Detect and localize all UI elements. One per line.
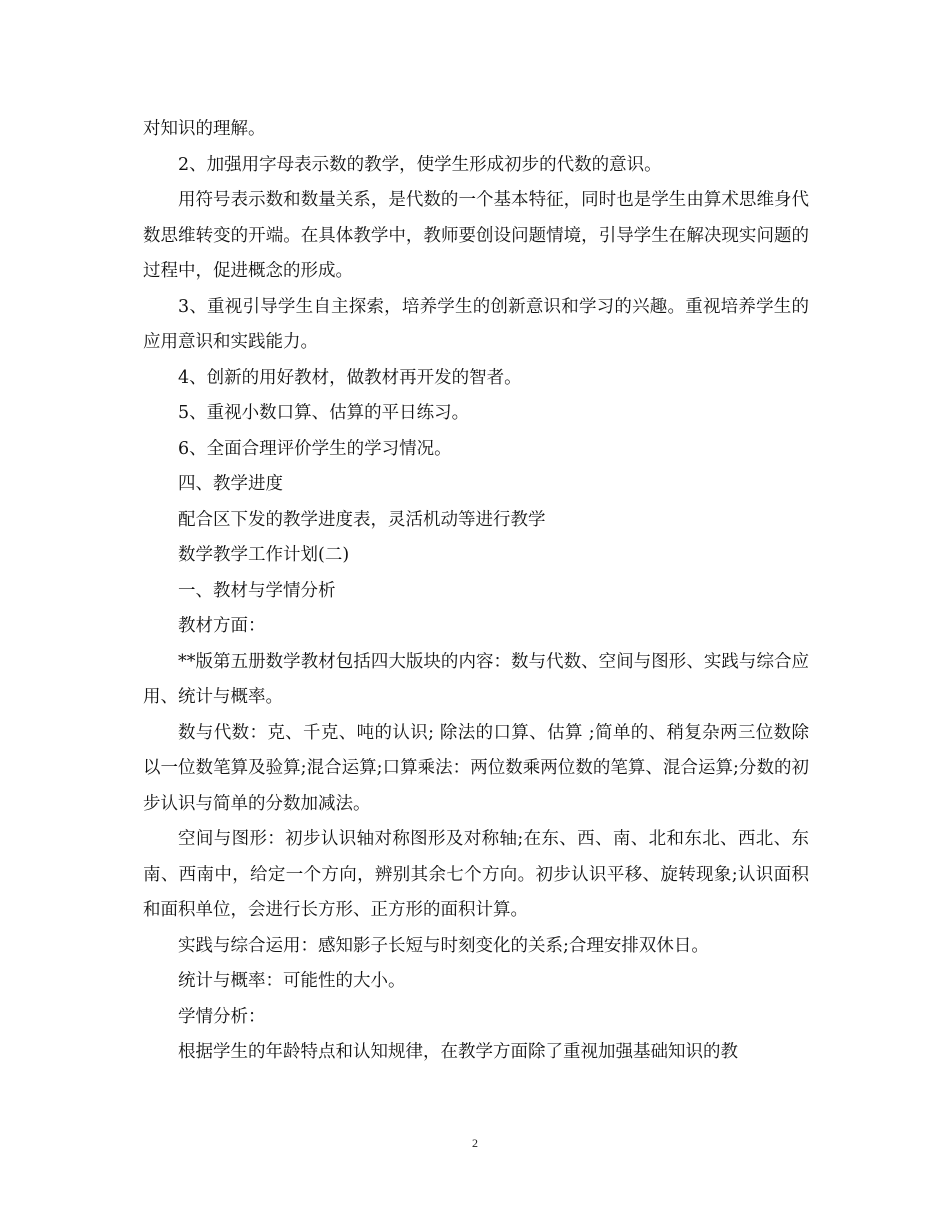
paragraph-item-3: 3、重视引导学生自主探索，培养学生的创新意识和学习的兴趣。重视培养学生的应用意识和实践能力。 — [143, 296, 809, 352]
paragraph-continuation: 对知识的理解。 — [143, 119, 266, 139]
paragraph-item-2: 2、加强用字母表示数的教学，使学生形成初步的代数的意识。 — [178, 154, 662, 175]
paragraph-item-6: 6、全面合理评价学生的学习情况。 — [178, 438, 452, 459]
paragraph-symbols: 用符号表示数和数量关系，是代数的一个基本特征，同时也是学生由算术思维身代数思维转变的开端。在具体教学中，教师要创设问题情境，引导学生在解决现实问题的过程中，促进概念的形成。 — [143, 190, 809, 281]
subheading-textbook: 教材方面： — [178, 616, 266, 636]
subheading-student-analysis: 学情分析： — [178, 1006, 266, 1027]
section-heading-progress: 四、教学进度 — [178, 474, 283, 494]
paragraph-practice: 实践与综合运用：感知影子长短与时刻变化的关系;合理安排双休日。 — [178, 935, 709, 956]
paragraph-progress: 配合区下发的教学进度表，灵活机动等进行教学 — [178, 509, 546, 530]
paragraph-numbers-algebra: 数与代数：克、千克、吨的认识; 除法的口算、估算 ;简单的、稍复杂两三位数除以一位数笔算及验算;混合运算;口算乘法：两位数乘两位数的笔算、混合运算;分数的初步认识与简单的分数加减法。 — [143, 722, 809, 814]
document-body — [143, 112, 809, 1071]
paragraph-textbook-overview: **版第五册数学教材包括四大版块的内容：数与代数、空间与图形、实践与综合应用、统计与概率。 — [143, 651, 809, 707]
paragraph-statistics: 统计与概率：可能性的大小。 — [178, 971, 406, 991]
document-title-part-2: 数学教学工作计划(二) — [178, 545, 350, 565]
section-heading-analysis: 一、教材与学情分析 — [178, 580, 336, 601]
paragraph-item-4: 4、创新的用好教材，做教材再开发的智者。 — [178, 367, 522, 388]
paragraph-space-shapes: 空间与图形：初步认识轴对称图形及对称轴;在东、西、南、北和东北、西北、东南、西南中，给定一个方向，辨别其余七个方向。初步认识平移、旋转现象;认识面积和面积单位，会进行长方形、正方形的面积计算。 — [143, 829, 809, 920]
paragraph-item-5: 5、重视小数口算、估算的平日练习。 — [178, 403, 470, 423]
page-number: 2 — [472, 1136, 478, 1150]
paragraph-student-analysis: 根据学生的年龄特点和认知规律，在教学方面除了重视加强基础知识的教 — [178, 1042, 738, 1062]
